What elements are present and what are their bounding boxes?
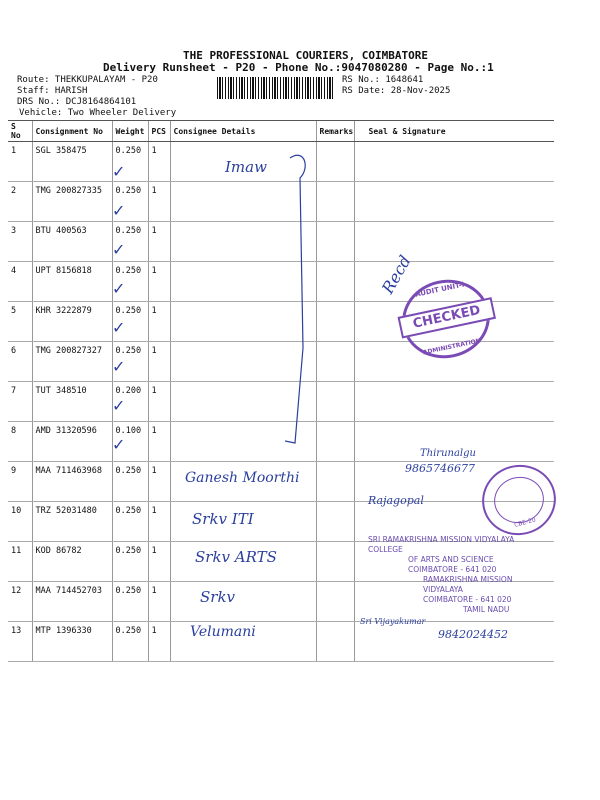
drs-number: DRS No.: DCJ8164864101 [17, 97, 137, 107]
table-header [8, 121, 554, 142]
row-pcs: 1 [148, 582, 170, 622]
sig13-phone: 9842024452 [438, 628, 508, 641]
row-remarks [316, 342, 354, 382]
check-mark-icon: ✓ [112, 279, 126, 298]
barcode [217, 77, 335, 99]
checked-stamp-main: CHECKED [398, 297, 496, 338]
table-row [8, 382, 554, 422]
row-consignment: TUT 348510 [32, 382, 112, 422]
check-mark-icon: ✓ [112, 357, 126, 376]
row-weight: 0.250 [112, 622, 148, 662]
row-weight: 0.250 [112, 342, 148, 382]
route-label: Route: THEKKUPALAYAM - P20 [17, 75, 158, 85]
row-consignment: BTU 400563 [32, 222, 112, 262]
row-pcs: 1 [148, 342, 170, 382]
row-remarks [316, 222, 354, 262]
row-consignment: KOD 86782 [32, 542, 112, 582]
row-weight: 0.250 [112, 262, 148, 302]
row-pcs: 1 [148, 222, 170, 262]
remarks-recd: Recd [377, 252, 415, 297]
college-line: RAMAKRISHNA MISSION VIDYALAYA [423, 575, 513, 594]
check-mark-icon: ✓ [112, 318, 126, 337]
col-signature: Seal & Signature [354, 121, 554, 142]
row-pcs: 1 [148, 302, 170, 342]
row-sno: 3 [8, 222, 32, 262]
sig9-name: Thirunalgu [420, 448, 476, 459]
row-remarks [316, 382, 354, 422]
rs-date: RS Date: 28-Nov-2025 [342, 86, 451, 96]
row-sno: 4 [8, 262, 32, 302]
college-line: SRI RAMAKRISHNA MISSION VIDYALAYA COLLEGE [368, 535, 515, 554]
rs-number: RS No.: 1648641 [342, 75, 424, 85]
row-pcs: 1 [148, 502, 170, 542]
row-remarks [316, 542, 354, 582]
row-remarks [316, 502, 354, 542]
row-pcs: 1 [148, 622, 170, 662]
check-mark-icon: ✓ [112, 240, 126, 259]
row-sno: 5 [8, 302, 32, 342]
college-line: COIMBATORE - 641 020 [408, 565, 497, 574]
handwriting-row13: Velumani [190, 624, 256, 640]
row-remarks [316, 622, 354, 662]
row-weight: 0.250 [112, 182, 148, 222]
row-sno: 12 [8, 582, 32, 622]
staff-label: Staff: HARISH [17, 86, 88, 96]
bracket-line [285, 148, 315, 448]
row-consignment: TRZ 52031480 [32, 502, 112, 542]
col-weight: Weight [112, 121, 148, 142]
handwriting-row10: Srkv ITI [192, 510, 254, 528]
sig13-name: Sri Vijayakumar [360, 617, 426, 626]
row-weight: 0.250 [112, 542, 148, 582]
row-sno: 13 [8, 622, 32, 662]
row-pcs: 1 [148, 542, 170, 582]
sig9-phone: 9865746677 [405, 462, 475, 475]
row-sno: 9 [8, 462, 32, 502]
row-remarks [316, 422, 354, 462]
handwriting-row12: Srkv [200, 588, 236, 606]
row-consignment: TMG 200827327 [32, 342, 112, 382]
col-remarks: Remarks [316, 121, 354, 142]
row-consignee [170, 582, 316, 622]
row-sno: 10 [8, 502, 32, 542]
row-weight: 0.100 [112, 422, 148, 462]
check-mark-icon: ✓ [112, 201, 126, 220]
runsheet-subtitle: Delivery Runsheet - P20 - Phone No.:9047080280 - Page No.:1 [103, 61, 494, 74]
row-weight: 0.250 [112, 142, 148, 182]
row-consignment: SGL 358475 [32, 142, 112, 182]
table-row [8, 182, 554, 222]
col-pcs: PCS [148, 121, 170, 142]
checked-stamp-bottom: ADMINISTRATION [422, 337, 482, 357]
row-sno: 8 [8, 422, 32, 462]
row-weight: 0.250 [112, 502, 148, 542]
round-seal-text: CBE-20 [513, 516, 537, 529]
row-consignment: MAA 714452703 [32, 582, 112, 622]
handwriting-row11: Srkv ARTS [195, 548, 277, 566]
college-line: OF ARTS AND SCIENCE [408, 555, 494, 564]
row-consignment: MAA 711463968 [32, 462, 112, 502]
college-stamp [368, 535, 538, 615]
row-signature [354, 382, 554, 422]
row-remarks [316, 182, 354, 222]
row-signature [354, 142, 554, 182]
row-sno: 1 [8, 142, 32, 182]
row-sno: 2 [8, 182, 32, 222]
col-consignee: Consignee Details [170, 121, 316, 142]
row-consignment: MTP 1396330 [32, 622, 112, 662]
row-pcs: 1 [148, 182, 170, 222]
row-pcs: 1 [148, 382, 170, 422]
row-pcs: 1 [148, 262, 170, 302]
row-remarks [316, 462, 354, 502]
row-consignment: TMG 200827335 [32, 182, 112, 222]
row-remarks [316, 582, 354, 622]
vehicle-label: Vehicle: Two Wheeler Delivery [19, 108, 177, 118]
college-line: COIMBATORE - 641 020 [423, 595, 512, 604]
table-row [8, 222, 554, 262]
row-signature [354, 182, 554, 222]
company-title: THE PROFESSIONAL COURIERS, COIMBATORE [183, 49, 429, 62]
table-row [8, 142, 554, 182]
row-pcs: 1 [148, 142, 170, 182]
row-remarks [316, 302, 354, 342]
row-consignment: AMD 31320596 [32, 422, 112, 462]
college-line: TAMIL NADU [463, 605, 510, 614]
handwriting-row1: Imaw [225, 158, 267, 176]
row-weight: 0.250 [112, 222, 148, 262]
row-weight: 0.250 [112, 462, 148, 502]
row-remarks [316, 262, 354, 302]
check-mark-icon: ✓ [112, 435, 126, 454]
row-weight: 0.250 [112, 582, 148, 622]
sig10: Rajagopal [368, 494, 424, 507]
check-mark-icon: ✓ [112, 396, 126, 415]
check-mark-icon: ✓ [112, 162, 126, 181]
row-sno: 7 [8, 382, 32, 422]
row-weight: 0.250 [112, 302, 148, 342]
row-sno: 11 [8, 542, 32, 582]
col-consignment: Consignment No [32, 121, 112, 142]
row-pcs: 1 [148, 462, 170, 502]
row-sno: 6 [8, 342, 32, 382]
row-remarks [316, 142, 354, 182]
row-consignment: KHR 3222879 [32, 302, 112, 342]
checked-stamp-top: AUDIT UNIT-I [414, 280, 466, 299]
row-pcs: 1 [148, 422, 170, 462]
row-weight: 0.200 [112, 382, 148, 422]
handwriting-row9: Ganesh Moorthi [185, 470, 300, 486]
col-sno: S No [8, 121, 32, 142]
row-consignment: UPT 8156818 [32, 262, 112, 302]
row-signature [354, 222, 554, 262]
